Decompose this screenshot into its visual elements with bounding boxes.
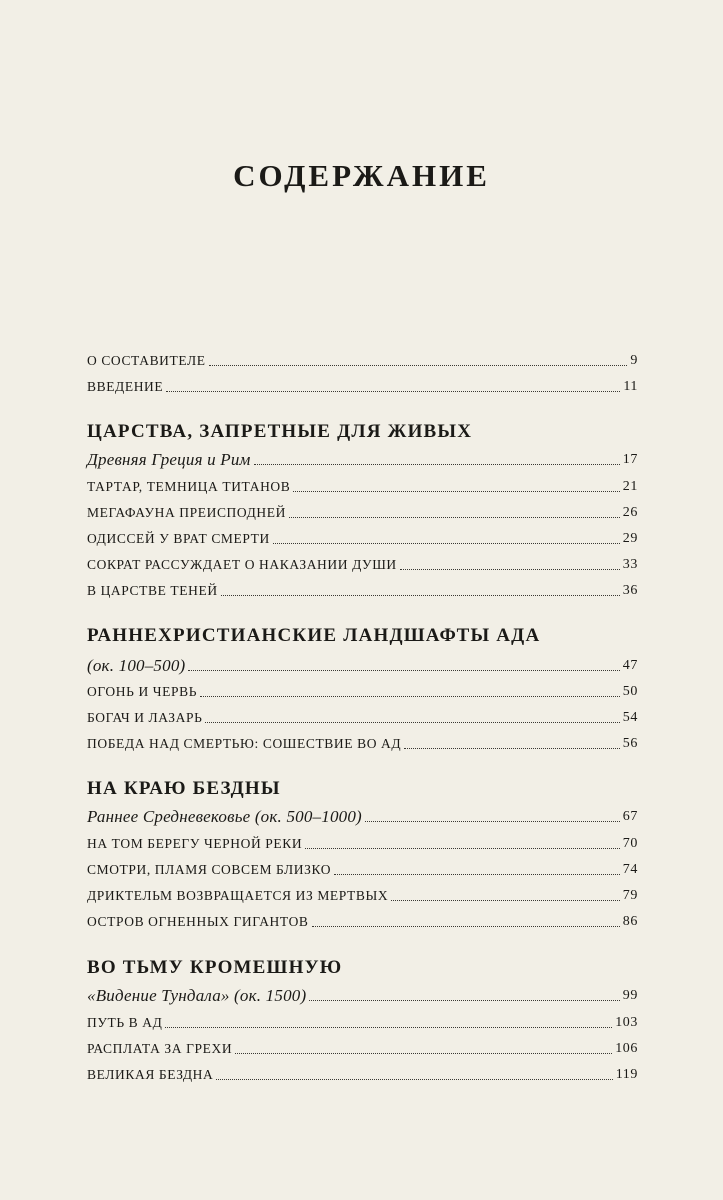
toc-entry[interactable]	[87, 834, 638, 854]
leader-dots	[200, 695, 620, 697]
leader-dots	[216, 1078, 612, 1080]
leader-dots	[365, 820, 620, 822]
toc-entry-label: РАСПЛАТА ЗА ГРЕХИ	[87, 1041, 233, 1056]
toc-entry-label: ВВЕДЕНИЕ	[87, 379, 164, 394]
toc-entry[interactable]	[87, 503, 638, 523]
toc-page-number: 11	[623, 379, 638, 394]
section-heading: ВО ТЬМУ КРОМЕШНУЮ	[87, 957, 343, 978]
toc-entry-label: ПУТЬ В АД	[87, 1015, 163, 1030]
toc-entry[interactable]	[87, 682, 638, 702]
toc-page-number: 86	[622, 914, 638, 929]
toc-page-number: 74	[622, 862, 638, 877]
toc-page-number: 33	[622, 557, 638, 572]
toc-entry-label: ВЕЛИКАЯ БЕЗДНА	[87, 1067, 214, 1082]
section-heading: НА КРАЮ БЕЗДНЫ	[87, 778, 281, 799]
toc-page-number: 79	[622, 888, 638, 903]
toc-entry[interactable]	[87, 886, 638, 906]
leader-dots	[209, 364, 628, 366]
toc-page-number: 17	[622, 452, 638, 467]
toc-page-number: 36	[622, 583, 638, 598]
toc-page-number: 50	[622, 684, 638, 699]
toc-page-number: 21	[622, 479, 638, 494]
toc-page-number: 67	[622, 809, 638, 824]
toc-entry-label: СМОТРИ, ПЛАМЯ СОВСЕМ БЛИЗКО	[87, 862, 332, 877]
toc-entry-label: ПОБЕДА НАД СМЕРТЬЮ: СОШЕСТВИЕ ВО АД	[87, 736, 402, 751]
leader-dots	[254, 463, 620, 465]
section-subtitle-entry[interactable]	[87, 450, 638, 470]
toc-entry-label: ТАРТАР, ТЕМНИЦА ТИТАНОВ	[87, 479, 291, 494]
toc-entry-label: МЕГАФАУНА ПРЕИСПОДНЕЙ	[87, 505, 286, 520]
toc-page-number: 9	[630, 353, 638, 368]
toc-entry-label: ОСТРОВ ОГНЕННЫХ ГИГАНТОВ	[87, 914, 309, 929]
toc-page-number: 119	[615, 1067, 638, 1082]
toc-page-number: 106	[615, 1041, 638, 1056]
section-heading: ЦАРСТВА, ЗАПРЕТНЫЕ ДЛЯ ЖИВЫХ	[87, 421, 473, 442]
toc-page-number: 56	[622, 736, 638, 751]
leader-dots	[205, 721, 619, 723]
leader-dots	[289, 516, 620, 518]
leader-dots	[188, 669, 619, 671]
toc-entry[interactable]	[87, 529, 638, 549]
leader-dots	[273, 542, 620, 544]
toc-page-number: 47	[622, 658, 638, 673]
leader-dots	[305, 847, 620, 849]
toc-entry[interactable]	[87, 912, 638, 932]
toc-entry-label: В ЦАРСТВЕ ТЕНЕЙ	[87, 583, 218, 598]
leader-dots	[400, 568, 620, 570]
section-subtitle-entry[interactable]	[87, 807, 638, 827]
toc-entry[interactable]	[87, 1013, 638, 1033]
toc-entry[interactable]	[87, 581, 638, 601]
toc-page-number: 29	[622, 531, 638, 546]
leader-dots	[165, 1026, 612, 1028]
section-subtitle: Раннее Средневековье (ок. 500–1000)	[87, 807, 362, 826]
toc-page-number: 26	[622, 505, 638, 520]
toc-entry[interactable]	[87, 555, 638, 575]
toc-entry[interactable]	[87, 708, 638, 728]
leader-dots	[166, 390, 620, 392]
leader-dots	[293, 490, 619, 492]
toc-entry-label: ОДИССЕЙ У ВРАТ СМЕРТИ	[87, 531, 270, 546]
toc-entry[interactable]	[87, 477, 638, 497]
section-subtitle: «Видение Тундала» (ок. 1500)	[87, 986, 307, 1005]
page-title: СОДЕРЖАНИЕ	[233, 158, 490, 193]
toc-entry[interactable]	[87, 1039, 638, 1059]
leader-dots	[235, 1052, 612, 1054]
section-subtitle-entry[interactable]	[87, 656, 638, 676]
toc-entry[interactable]	[87, 734, 638, 754]
toc-page-number: 99	[622, 988, 638, 1003]
toc-entry-label: БОГАЧ И ЛАЗАРЬ	[87, 710, 203, 725]
section-subtitle-entry[interactable]	[87, 986, 638, 1006]
section-subtitle: (ок. 100–500)	[87, 656, 186, 675]
toc-entry[interactable]	[87, 1065, 638, 1085]
leader-dots	[391, 899, 620, 901]
leader-dots	[309, 999, 619, 1001]
leader-dots	[312, 925, 620, 927]
leader-dots	[334, 873, 620, 875]
leader-dots	[404, 747, 620, 749]
toc-page-number: 54	[622, 710, 638, 725]
toc-entry-label: ОГОНЬ И ЧЕРВЬ	[87, 684, 198, 699]
toc-entry-about-compiler[interactable]	[87, 351, 638, 371]
toc-entry[interactable]	[87, 860, 638, 880]
toc-entry-introduction[interactable]	[87, 377, 638, 397]
toc-entry-label: ДРИКТЕЛЬМ ВОЗВРАЩАЕТСЯ ИЗ МЕРТВЫХ	[87, 888, 389, 903]
toc-entry-label: НА ТОМ БЕРЕГУ ЧЕРНОЙ РЕКИ	[87, 836, 303, 851]
toc-page-number: 70	[622, 836, 638, 851]
toc-page-number: 103	[615, 1015, 638, 1030]
toc-entry-label: О СОСТАВИТЕЛЕ	[87, 353, 206, 368]
toc-entry-label: СОКРАТ РАССУЖДАЕТ О НАКАЗАНИИ ДУШИ	[87, 557, 397, 572]
leader-dots	[221, 594, 620, 596]
section-heading: РАННЕХРИСТИАНСКИЕ ЛАНДШАФТЫ АДА	[87, 625, 541, 646]
section-subtitle: Древняя Греция и Рим	[87, 450, 251, 469]
